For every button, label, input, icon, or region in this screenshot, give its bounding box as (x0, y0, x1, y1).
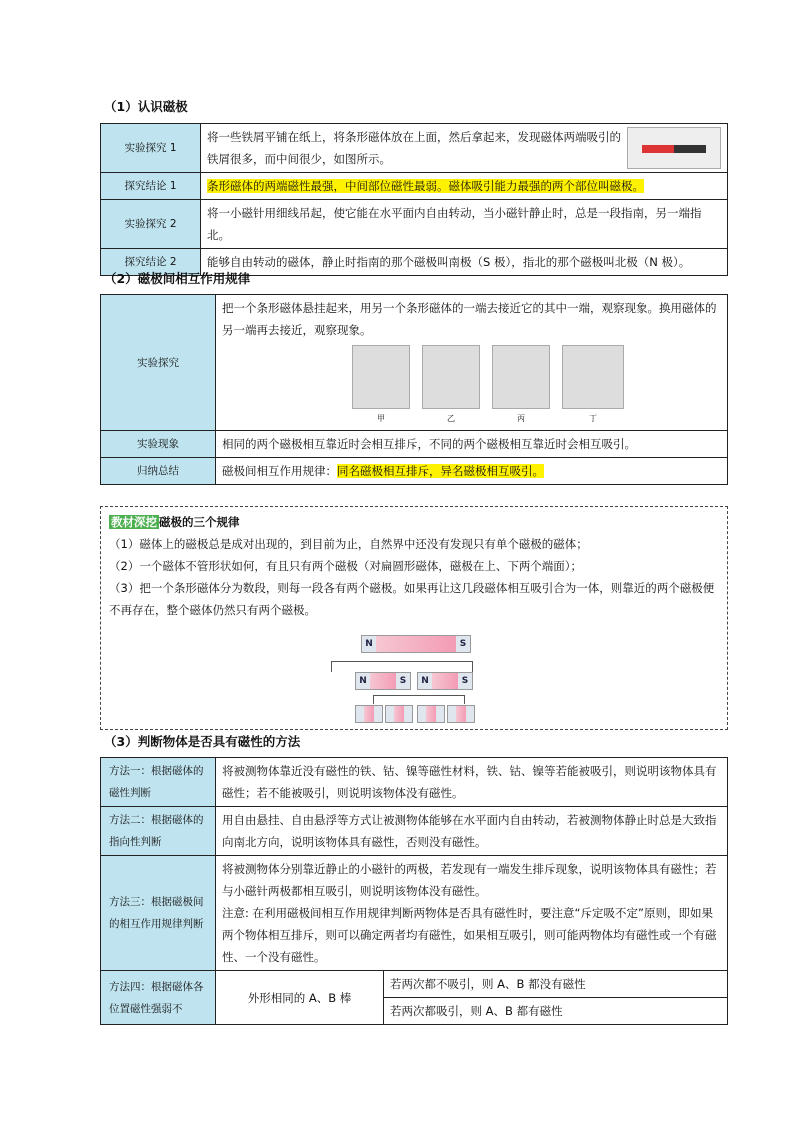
method4-object: 外形相同的 A、B 棒 (216, 971, 384, 1025)
photo-bing (492, 345, 550, 409)
section3-table (100, 757, 728, 1025)
row-label: 探究结论 2 (101, 249, 201, 276)
section1-table (100, 123, 728, 276)
method-label: 方法二：根据磁体的指向性判断 (101, 807, 216, 856)
magnet-quarter (417, 705, 445, 723)
magnet-quarter (447, 705, 475, 723)
section2-table (100, 294, 728, 485)
section2-heading: （2）磁极间相互作用规律 (104, 271, 251, 286)
magnet-half: N S (417, 672, 473, 690)
row-label: 实验探究 2 (101, 200, 201, 249)
textbook-box (100, 506, 728, 730)
magnet-half: N S (355, 672, 411, 690)
explore-text: 把一个条形磁体悬挂起来，用另一个条形磁体的一端去接近它的其中一端，观察现象。换用磁体的另一端再去接近，观察现象。 (222, 301, 717, 337)
method-text: 用自由悬挂、自由悬浮等方式让被测物体能够在水平面内自由转动，若被测物体静止时总是大致指向南北方向，说明该物体具有磁性，否则没有磁性。 (216, 807, 728, 856)
method4-case: 若两次都吸引，则 A、B 都有磁性 (384, 998, 728, 1025)
phenomenon-label: 实验现象 (101, 431, 216, 458)
method-text: 将被测物体靠近没有磁性的铁、钴、镍等磁性材料，铁、钴、镍等若能被吸引，则说明该物体具有磁性；若不能被吸引，则说明该物体没有磁性。 (216, 758, 728, 807)
box-line: （1）磁体上的磁极总是成对出现的，到目前为止，自然界中还没有发现只有单个磁极的磁体； (109, 537, 588, 551)
row-label: 探究结论 1 (101, 173, 201, 200)
method4-case: 若两次都不吸引，则 A、B 都没有磁性 (384, 971, 728, 998)
box-title: 磁极的三个规律 (159, 515, 240, 529)
iron-filings-photo (627, 127, 721, 169)
box-line: （2）一个磁体不管形状如何，有且只有两个磁极（对扁圆形磁体，磁极在上、下两个端面）； (109, 559, 583, 573)
summary-prefix: 磁极间相互作用规律： (222, 464, 337, 478)
photo-ding (562, 345, 624, 409)
section3-heading: （3）判断物体是否具有磁性的方法 (104, 734, 301, 749)
photo-caption: 丙 (517, 414, 525, 423)
magnet-quarter (385, 705, 413, 723)
textbook-tag: 教材深挖 (111, 515, 157, 529)
method-label: 方法四：根据磁体各位置磁性强弱不 (101, 971, 216, 1025)
phenomenon-text: 相同的两个磁极相互靠近时会相互排斥，不同的两个磁极相互靠近时会相互吸引。 (216, 431, 728, 458)
box-line: （3）把一个条形磁体分为数段，则每一段各有两个磁极。如果再让这几段磁体相互吸引合为一体，则靠近的两个磁极便不再存在，整个磁体仍然只有两个磁极。 (109, 581, 715, 617)
row-label: 实验探究 1 (101, 124, 201, 173)
explore-label: 实验探究 (101, 295, 216, 431)
magnet-quarter (355, 705, 383, 723)
row-text: 将一些铁屑平铺在纸上，将条形磁体放在上面，然后拿起来，发现磁体两端吸引的铁屑很多，而中间很少，如图所示。 (207, 130, 621, 166)
summary-highlight: 同名磁极相互排斥，异名磁极相互吸引。 (337, 464, 544, 478)
row-text: 能够自由转动的磁体，静止时指南的那个磁极叫南极（S 极），指北的那个磁极叫北极（N 极）。 (201, 249, 728, 276)
summary-label: 归纳总结 (101, 458, 216, 485)
magnet-whole: N S (361, 635, 471, 653)
photo-jia (352, 345, 410, 409)
photo-caption: 甲 (377, 414, 385, 423)
row-text: 将一小磁针用细线吊起，使它能在水平面内自由转动，当小磁针静止时，总是一段指南，另一端指北。 (201, 200, 728, 249)
method-text: 将被测物体分别靠近静止的小磁针的两极，若发现有一端发生排斥现象，说明该物体具有磁性；若与小磁针两极都相互吸引，则说明该物体没有磁性。 (222, 862, 717, 898)
conclusion-highlight: 条形磁体的两端磁性最强，中间部位磁性最弱。磁体吸引能力最强的两个部位叫磁极。 (207, 179, 644, 193)
photo-caption: 乙 (447, 414, 455, 423)
photo-caption: 丁 (589, 414, 597, 423)
experiment-photos (352, 345, 721, 425)
method-label: 方法一：根据磁体的磁性判断 (101, 758, 216, 807)
section1-heading: （1）认识磁极 (104, 99, 188, 114)
photo-yi (422, 345, 480, 409)
method-note: 注意: 在利用磁极间相互作用规律判断两物体是否具有磁性时，要注意“斥定吸不定”原则，即如果两个物体相互排斥，则可以确定两者均有磁性，如果相互吸引，则可能两物体均有磁性或一个有磁性、一个没有磁性。 (222, 906, 717, 964)
method-label: 方法三：根据磁极间的相互作用规律判断 (101, 856, 216, 971)
